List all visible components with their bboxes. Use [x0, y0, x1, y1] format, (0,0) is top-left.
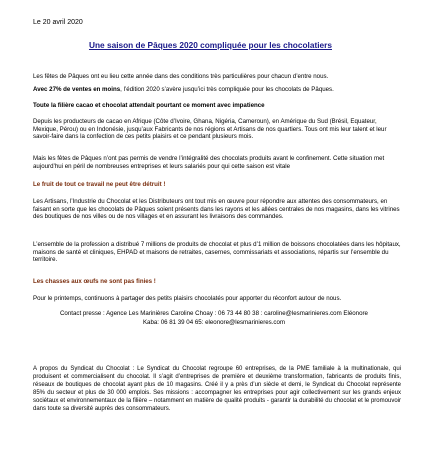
- sales-drop-highlight: Avec 27% de ventes en moins: [33, 86, 121, 93]
- press-contact-line1: Contact presse : Agence Les Marinières Caroline Choay : 06 73 44 80 38 : caroline@lesmarinieres.com Eléonore: [60, 310, 368, 317]
- page-title: Une saison de Pâques 2020 compliquée pour les chocolatiers: [88, 40, 332, 50]
- intro-paragraph: Les fêtes de Pâques ont eu lieu cette année dans des conditions très particulières pour chacun d’entre nous.: [33, 73, 329, 80]
- producers-paragraph: Depuis les producteurs de cacao en Afrique (Côte d’Ivoire, Ghana, Nigéria, Cameroun), en Amérique du Sud (Brésil, Equateur, Mexique, Pérou) ou en Indonésie, jusqu’aux Fabricants de nos régions et Artisans de nos quartiers. Tous ont mis leur talent et leur savoir-faire dans la confection de ces petits plaisirs et ce pendant plusieurs mois.: [33, 118, 387, 141]
- section-heading-filiere: Toute la filière cacao et chocolat attendait pourtant ce moment avec impatience: [33, 102, 265, 109]
- release-date: Le 20 avril 2020: [33, 19, 83, 26]
- sales-paragraph-rest: , l’édition 2020 s’avère jusqu’ici très compliquée pour les chocolats de Pâques.: [120, 86, 334, 93]
- section-heading-fruit: Le fruit de tout ce travail ne peut être détruit !: [33, 181, 166, 188]
- confinement-paragraph: Mais les fêtes de Pâques n’ont pas permis de vendre l’intégralité des chocolats produits avant le confinement. Cette situation met aujourd’hui en péril de nombreuses entreprises et leurs salariés pour qui cette saison est vitale: [33, 155, 385, 170]
- section-heading-chasses: Les chasses aux œufs ne sont pas finies !: [33, 278, 156, 285]
- artisans-paragraph: Les Artisans, l’Industrie du Chocolat et les Distributeurs ont tout mis en œuvre pour répondre aux attentes des consommateurs, en faisant en sorte que les chocolats de Pâques soient présents dans les rayons et les allées centrales de nos magasins, dans les vitrines des boutiques de nos villes ou de nos villages et en assurant les livraisons des commandes.: [33, 198, 400, 221]
- spring-paragraph: Pour le printemps, continuons à partager des petits plaisirs chocolatés pour apporter du réconfort autour de nous.: [33, 295, 342, 302]
- distribution-paragraph: L’ensemble de la profession a distribué 7 millions de produits de chocolat et plus d’1 million de boissons chocolatées dans les hôpitaux, maisons de santé et cliniques, EHPAD et maisons de retraites, casernes, commissariats et associations, répartis sur l’ensemble du territoire.: [33, 241, 401, 264]
- press-contact-line2: Kaba: 06 81 39 04 65: eleonore@lesmarinieres.com: [142, 319, 286, 326]
- about-syndicat-paragraph: A propos du Syndicat du Chocolat : Le Syndicat du Chocolat regroupe 60 entreprises, de la PME familiale à la multinationale, qui produisent et commercialisent du chocolat. Il s’agit d’entreprises de première et deuxième transformation, fabricants de produits finis, réseaux de boutiques de chocolat ayant plus de 10 magasins. Créé il y a près d’un siècle et demi, le Syndicat du Chocolat représente 85% du secteur et plus de 30 000 emplois. Ses missions : accompagner les entreprises pour agir collectivement sur les grands enjeux sociétaux et environnementaux de la filière – notamment en matière de qualité produits - garantir la durabilité du chocolat et le promouvoir dans toute sa diversité auprès des consommateurs.: [33, 366, 401, 413]
- sales-paragraph: [33, 86, 403, 94]
